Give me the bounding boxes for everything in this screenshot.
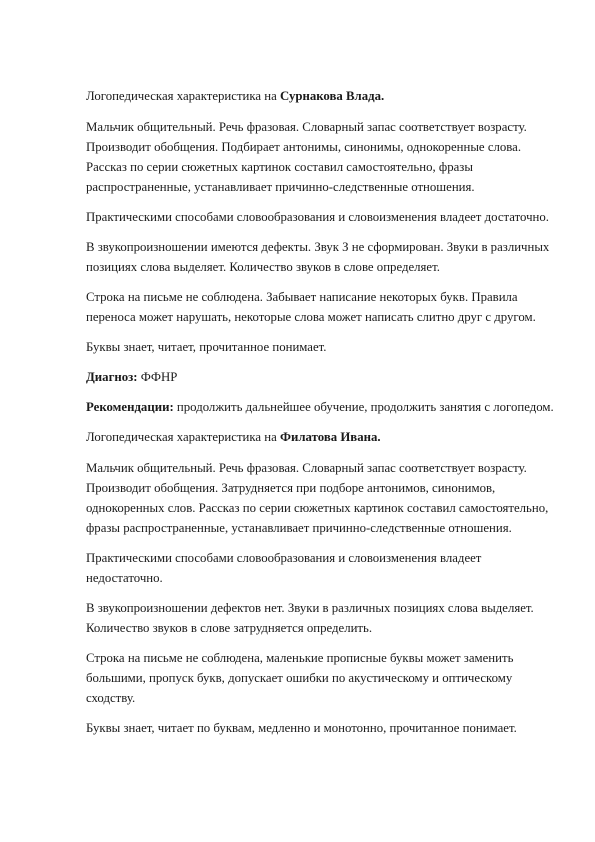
- section1-paragraph-3: В звукопроизношении имеются дефекты. Звук З не сформирован. Звуки в различных позициях слова выделяет. Количество звуков в слове определяет.: [86, 240, 550, 274]
- section2-paragraph-3: В звукопроизношении дефектов нет. Звуки в различных позициях слова выделяет. Количество звуков в слове затрудняется определить.: [86, 601, 534, 635]
- section2-heading: [86, 427, 556, 447]
- section1-recommendations: [86, 397, 556, 417]
- section1-paragraph-5: Буквы знает, читает, прочитанное понимает.: [86, 340, 327, 354]
- section2-paragraph-4: Строка на письме не соблюдена, маленькие прописные буквы может заменить большими, пропуск букв, допускает ошибки по акустическому и оптическому сходству.: [86, 651, 514, 705]
- diagnosis-label: Диагноз:: [86, 370, 138, 384]
- section1-heading-prefix: Логопедическая характеристика на: [86, 89, 281, 103]
- section2-heading-prefix: Логопедическая характеристика на: [86, 430, 281, 444]
- recommendations-value: продолжить дальнейшее обучение, продолжить занятия с логопедом.: [173, 400, 554, 414]
- section2-child-name: Филатова Ивана.: [280, 430, 381, 444]
- section1-heading: [86, 86, 556, 106]
- section1-child-name: Сурнакова Влада.: [280, 89, 385, 103]
- section2-paragraph-2: Практическими способами словообразования и словоизменения владеет недостаточно.: [86, 551, 482, 585]
- section2-paragraph-1: Мальчик общительный. Речь фразовая. Словарный запас соответствует возрасту. Производит обобщения. Затрудняется при подборе антонимов, синонимов, однокоренных слов. Рассказ по серии сюжетных картинок составил самостоятельно, фразы распространенные, устанавливает причинно-следственные отношения.: [86, 461, 549, 535]
- section1-paragraph-2: Практическими способами словообразования и словоизменения владеет достаточно.: [86, 210, 549, 224]
- section1-paragraph-1: Мальчик общительный. Речь фразовая. Словарный запас соответствует возрасту. Производит обобщения. Подбирает антонимы, синонимы, однокоренные слова. Рассказ по серии сюжетных картинок составил самостоятельно, фразы распространенные, устанавливает причинно-следственные отношения.: [86, 120, 527, 194]
- section1-paragraph-4: Строка на письме не соблюдена. Забывает написание некоторых букв. Правила переноса может нарушать, некоторые слова может написать слитно друг с другом.: [86, 290, 536, 324]
- document-page: [86, 86, 556, 748]
- section2-paragraph-5: Буквы знает, читает по буквам, медленно и монотонно, прочитанное понимает.: [86, 721, 517, 735]
- section1-diagnosis: [86, 367, 556, 387]
- recommendations-label: Рекомендации:: [86, 400, 174, 414]
- diagnosis-value: ФФНР: [137, 370, 178, 384]
